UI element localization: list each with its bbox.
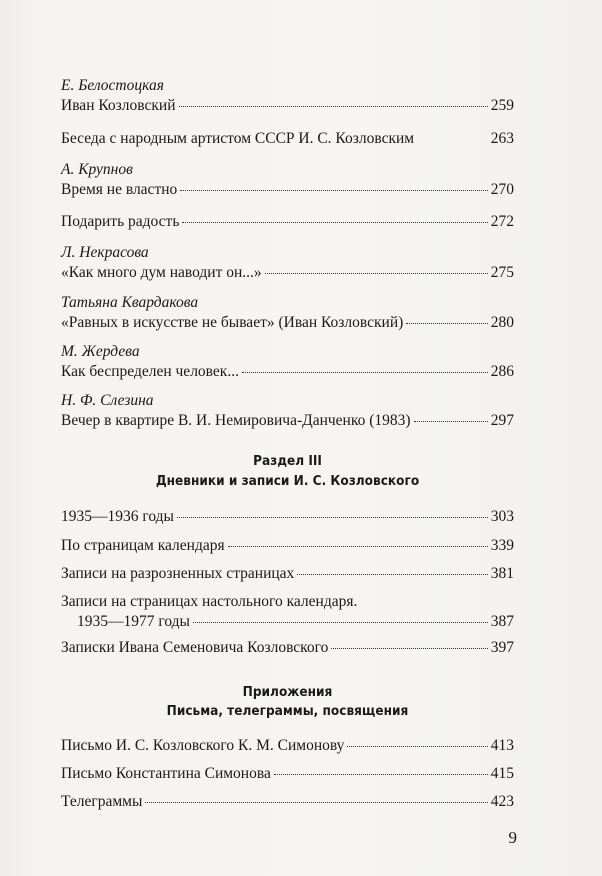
entry-page: 397 <box>490 639 514 656</box>
toc-entry <box>61 564 514 584</box>
toc-entry <box>61 592 514 632</box>
entry-title: По страницам календаря <box>61 537 225 554</box>
entry-title: «Как много дум наводит он...» <box>61 264 262 281</box>
entry-page: 272 <box>490 213 514 230</box>
toc-line <box>61 411 514 431</box>
entry-title: Телеграммы <box>61 793 143 810</box>
entry-page: 275 <box>490 264 514 281</box>
toc-line <box>61 507 514 527</box>
entry-page: 270 <box>490 181 514 198</box>
entry-title: Записи на разрозненных страницах <box>61 565 295 582</box>
entry-title: Беседа с народным артистом СССР И. С. Козловским <box>61 130 415 147</box>
entry-title-line1: Записи на страницах настольного календаря. <box>61 593 358 610</box>
entry-title: Письмо Константина Симонова <box>61 765 271 782</box>
entry-title: 1935—1977 годы <box>77 613 190 630</box>
entry-title: Записки Ивана Семеновича Козловского <box>61 639 329 656</box>
entry-author: Л. Некрасова <box>61 244 149 261</box>
dot-leader <box>347 745 487 747</box>
toc-line <box>61 263 514 283</box>
entry-page: 297 <box>490 412 514 429</box>
entry-author: Н. Ф. Слезина <box>61 392 154 409</box>
toc-entry <box>61 76 514 116</box>
dot-leader <box>406 322 487 324</box>
dot-leader <box>180 189 487 191</box>
dot-leader <box>331 647 487 649</box>
dot-leader <box>414 420 488 422</box>
entry-page: 413 <box>490 737 514 754</box>
toc-line <box>61 180 514 200</box>
toc-line <box>61 129 514 149</box>
dot-leader <box>182 221 487 223</box>
dot-leader <box>297 573 487 575</box>
entry-title: Время не властно <box>61 181 178 198</box>
toc-entry <box>61 212 514 232</box>
entry-page: 387 <box>490 613 514 630</box>
entry-page: 423 <box>490 793 514 810</box>
entry-page: 259 <box>490 97 514 114</box>
toc-line <box>61 764 514 784</box>
entry-author: А. Крупнов <box>61 161 133 178</box>
dot-leader <box>274 773 488 775</box>
appendix-title: Письма, телеграммы, посвящения <box>166 703 409 719</box>
dot-leader <box>417 139 488 140</box>
dot-leader <box>177 516 488 518</box>
toc-entry <box>61 243 514 283</box>
entry-title: Иван Козловский <box>61 97 176 114</box>
page-number: 9 <box>508 828 517 847</box>
toc-line <box>61 638 514 658</box>
dot-leader <box>265 272 488 274</box>
toc-entry <box>61 293 514 333</box>
toc-line <box>61 564 514 584</box>
entry-author: М. Жердева <box>61 343 140 360</box>
entry-author: Татьяна Квардакова <box>61 294 199 311</box>
entry-page: 415 <box>490 765 514 782</box>
appendix-label: Приложения <box>242 684 333 700</box>
dot-leader <box>193 621 488 623</box>
entry-title: «Равных в искусстве не бывает» (Иван Козловский) <box>61 314 404 331</box>
toc-line <box>61 362 514 382</box>
toc-line <box>61 536 514 556</box>
dot-leader <box>145 801 487 803</box>
entry-title: Как беспределен человек... <box>61 363 239 380</box>
section-title: Дневники и записи И. С. Козловского <box>155 473 420 489</box>
entry-page: 286 <box>490 363 514 380</box>
section-label: Раздел III <box>253 453 322 469</box>
toc-entry <box>61 391 514 431</box>
entry-title: Вечер в квартире В. И. Немировича-Данченко (1983) <box>61 412 411 429</box>
entry-page: 280 <box>490 314 514 331</box>
toc-entry <box>61 638 514 658</box>
dot-leader <box>179 105 488 107</box>
entry-page: 303 <box>490 508 514 525</box>
toc-line <box>61 736 514 756</box>
dot-leader <box>228 545 488 547</box>
toc-entry <box>61 160 514 200</box>
entry-author: Е. Белостоцкая <box>61 77 164 94</box>
toc-entry <box>61 792 514 812</box>
toc-entry <box>61 764 514 784</box>
toc-entry <box>61 342 514 382</box>
toc-entry <box>61 536 514 556</box>
dot-leader <box>242 371 488 373</box>
entry-title: Подарить радость <box>61 213 180 230</box>
toc-entry <box>61 129 514 149</box>
entry-title: 1935—1936 годы <box>61 508 174 525</box>
toc-line <box>61 612 514 632</box>
toc-line <box>61 313 514 333</box>
toc-line <box>61 792 514 812</box>
entry-page: 263 <box>490 130 514 147</box>
entry-page: 381 <box>490 565 514 582</box>
entry-title: Письмо И. С. Козловского К. М. Симонову <box>61 737 345 754</box>
entry-page: 339 <box>490 537 514 554</box>
toc-line <box>61 212 514 232</box>
toc-entry <box>61 736 514 756</box>
toc-entry <box>61 507 514 527</box>
toc-line <box>61 96 514 116</box>
